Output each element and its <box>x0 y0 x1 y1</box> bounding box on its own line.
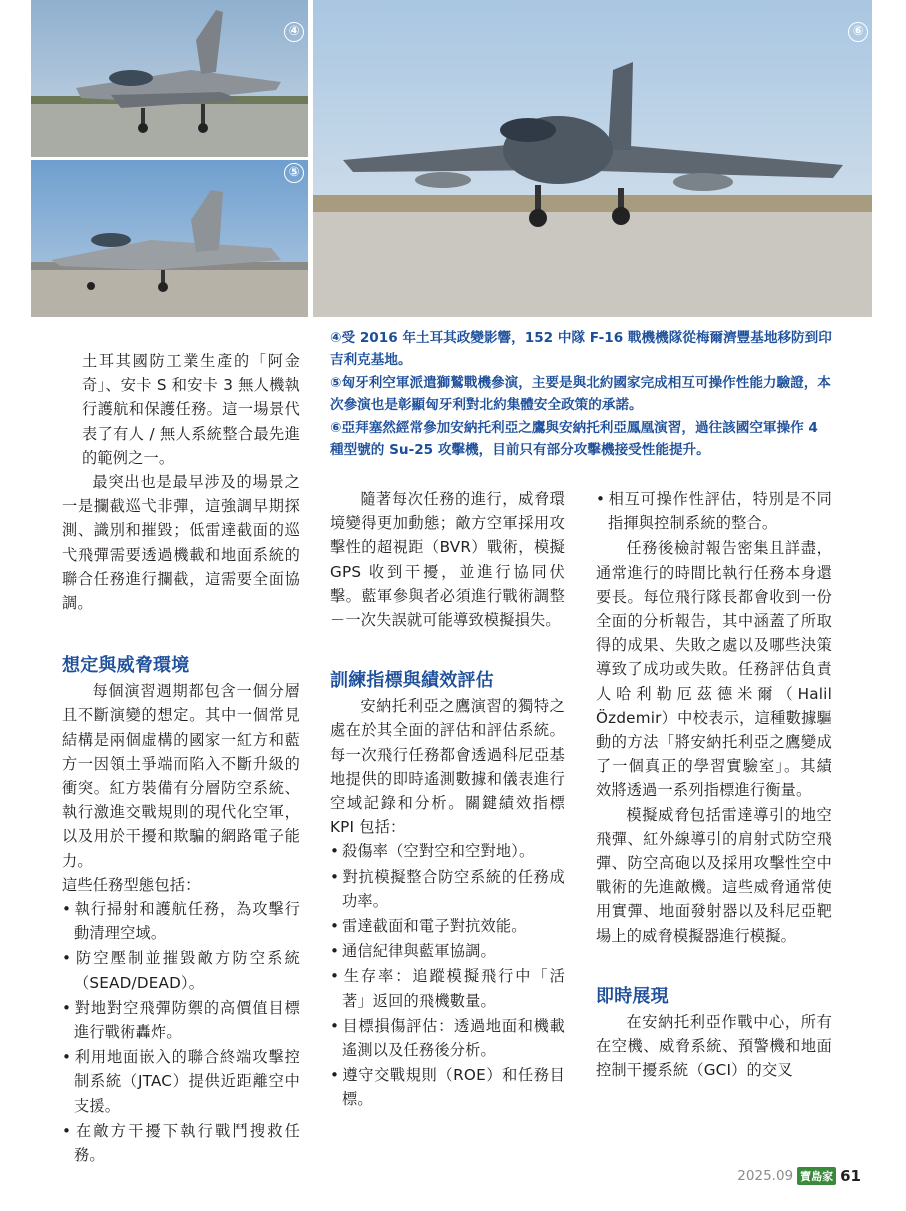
column-2 <box>330 487 565 1113</box>
mission-type-list <box>62 897 300 1167</box>
realtime-paragraph: 在安納托利亞作戰中心，所有在空機、威脅系統、預警機和地面控制干擾系統（GCI）的交叉 <box>596 1012 832 1080</box>
list-item: • 在敵方干擾下執行戰鬥搜救任務。 <box>62 1119 300 1167</box>
list-item: • 生存率：追蹤模擬飛行中「活著」返回的飛機數量。 <box>330 964 565 1012</box>
list-item: • 對地對空飛彈防禦的高價值目標進行戰術轟炸。 <box>62 996 300 1044</box>
list-item: • 遵守交戰規則（ROE）和任務目標。 <box>330 1063 565 1111</box>
column-1 <box>62 349 300 1168</box>
issue-date: 2025.09 <box>737 1168 794 1184</box>
list-item: • 執行掃射和護航任務，為攻擊行動清理空域。 <box>62 897 300 945</box>
f16-image <box>31 0 308 157</box>
kpi-list-continued <box>596 487 832 535</box>
intro-paragraph-1: 土耳其國防工業生產的「阿金奇」、安卡 S 和安卡 3 無人機執行護航和保護任務。這一場景代表了有人 / 無人系統整合最先進的範例之一。 <box>82 352 300 467</box>
photo-gripen <box>31 160 308 317</box>
list-item: • 目標損傷評估：透過地面和機載遙測以及任務後分析。 <box>330 1014 565 1062</box>
caption-5: ⑤匈牙利空軍派遣獅鷲戰機參演，主要是與北約國家完成相互可操作性能力驗證，本次參演也是彰顯匈牙利對北約集體安全政策的承諾。 <box>330 374 831 414</box>
intro-block <box>62 349 300 470</box>
list-item: • 殺傷率（空對空和空對地）。 <box>330 839 565 863</box>
photo-number-5: ⑤ <box>284 163 304 183</box>
su25-image <box>313 0 872 317</box>
list-item: • 利用地面嵌入的聯合終端攻擊控制系統（JTAC）提供近距離空中支援。 <box>62 1045 300 1118</box>
caption-6: ⑥亞拜塞然經常參加安納托利亞之鷹與安納托利亞鳳凰演習，過往該國空軍操作 4 種型號的 Su-25 攻擊機，目前只有部分攻擊機接受性能提升。 <box>330 419 818 459</box>
photo-captions <box>330 327 836 461</box>
column-3 <box>596 487 832 1082</box>
review-paragraph: 任務後檢討報告密集且詳盡，通常進行的時間比執行任務本身還要長。每位飛行隊長都會收到一份全面的分析報告，其中涵蓋了所取得的成果、失敗之處以及哪些決策導致了成功或失敗。任務評估負責人哈利勒厄茲德米爾（Halil Özdemir）中校表示，這種數據驅動的方法「將安納托利亞之鷹變成了一個真正的學習實驗室」。其績效將透過一系列指標進行衡量。 <box>596 539 832 800</box>
threat-paragraph: 隨著每次任務的進行，威脅環境變得更加動態；敵方空軍採用攻擊性的超視距（BVR）戰術，模擬 GPS 收到干擾，並進行協同伏擊。藍軍參與者必須進行戰術調整－一次失誤就可能導致模擬損失。 <box>330 490 565 630</box>
section-heading-metrics: 訓練指標與績效評估 <box>330 670 494 692</box>
list-item: • 防空壓制並摧毀敵方防空系統（SEAD/DEAD）。 <box>62 946 300 994</box>
photo-number-6: ⑥ <box>848 22 868 42</box>
section-heading-realtime: 即時展現 <box>596 985 669 1007</box>
list-item: • 雷達截面和電子對抗效能。 <box>330 914 565 938</box>
gripen-image <box>31 160 308 317</box>
list-item: • 對抗模擬整合防空系統的任務成功率。 <box>330 865 565 913</box>
photo-number-4: ④ <box>284 22 304 42</box>
section-heading-scenario: 想定與威脅環境 <box>62 655 190 677</box>
list-item: • 通信紀律與藍軍協調。 <box>330 939 565 963</box>
page-footer <box>737 1165 861 1187</box>
magazine-badge: 寶島家 <box>797 1167 836 1185</box>
scenario-paragraph-2: 這些任務型態包括： <box>62 875 201 894</box>
metrics-paragraph: 安納托利亞之鷹演習的獨特之處在於其全面的評估和評估系統。每一次飛行任務都會透過科尼亞基地提供的即時遙測數據和儀表進行空域記錄和分析。關鍵績效指標 KPI 包括： <box>330 697 565 837</box>
photo-su25 <box>313 0 872 317</box>
page-number: 61 <box>840 1167 861 1185</box>
kpi-list <box>330 839 565 1111</box>
simulated-threats-paragraph: 模擬威脅包括雷達導引的地空飛彈、紅外線導引的肩射式防空飛彈、防空高砲以及採用攻擊性空中戰術的先進敵機。這些威脅通常使用實彈、地面發射器以及科尼亞靶場上的威脅模擬器進行模擬。 <box>596 805 832 945</box>
caption-4: ④受 2016 年土耳其政變影響，152 中隊 F-16 戰機機隊從梅爾濟豐基地移防到印吉利克基地。 <box>330 330 832 369</box>
scenario-paragraph-1: 每個演習週期都包含一個分層且不斷演變的想定。其中一個常見結構是兩個虛構的國家一紅方和藍方一因領土爭端而陷入不斷升級的衝突。紅方裝備有分層防空系統、執行激進交戰規則的現代化空軍，以及用於干擾和欺騙的網路電子能力。 <box>62 682 300 870</box>
list-item: • 相互可操作性評估，特別是不同指揮與控制系統的整合。 <box>596 487 832 535</box>
photo-f16 <box>31 0 308 157</box>
intro-paragraph-2: 最突出也是最早涉及的場景之一是攔截巡弋非彈，這強調早期探測、識別和摧毀；低雷達截面的巡弋飛彈需要透過機載和地面系統的聯合任務進行攔截，這需要全面協調。 <box>62 473 300 613</box>
